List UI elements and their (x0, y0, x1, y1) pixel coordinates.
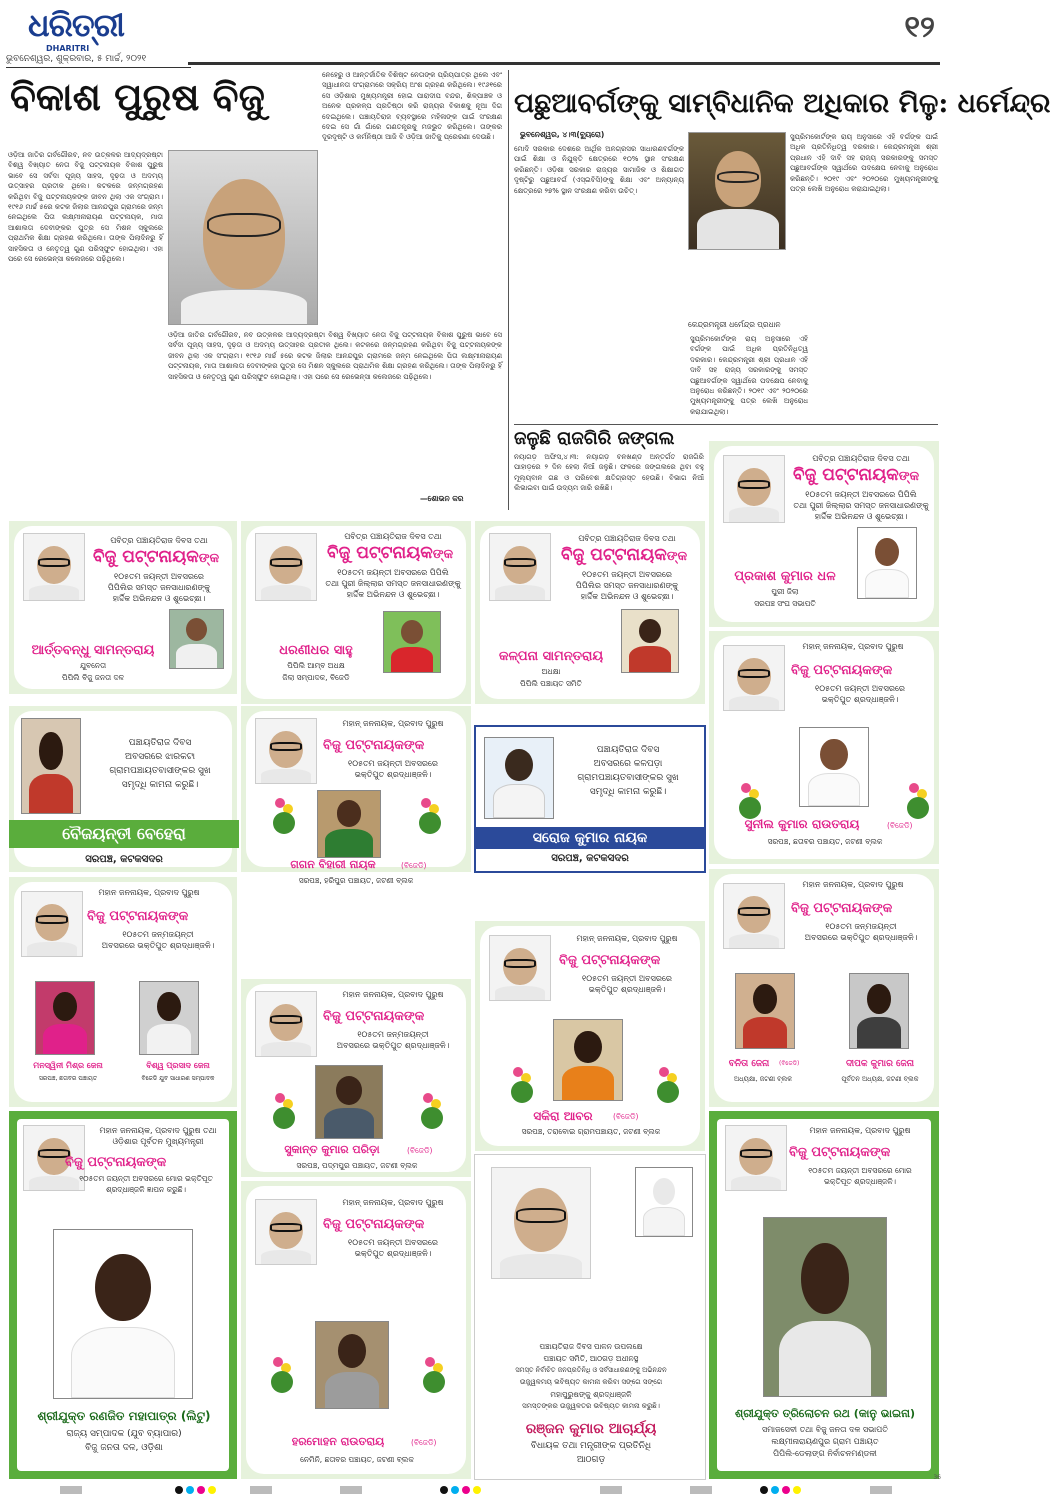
newspaper-logo-sub: DHARITRI (46, 44, 90, 53)
naveen-photo (635, 1167, 693, 1237)
person-photo (799, 727, 869, 807)
ad-sukanta: ମହାନ ଜନନାୟକ, ପ୍ରବାଦ ପୁରୁଷ ବିଜୁ ପଟ୍ଟନାୟକଙ୍କ ୧୦୫ତମ ଜନ୍ମଜୟନ୍ତୀ ଅବସରରେ ଭକ୍ତିପୁତ ଶ୍ରଦ୍ଧାଞ୍ଜଳି। ସୁକାନ୍ତ କୁମାର ପରିଡ଼ା (ବିଜେଡି) ସରପଞ୍ଚ, ପଦ୍ମପୁର ପଞ୍ଚାୟତ, ଜଟଣୀ ବ୍ଲକ (240, 978, 472, 1178)
headline-dharmendra: ପଛୁଆବର୍ଗଙ୍କୁ ସାମ୍ବିଧାନିକ ଅଧିକାର ମିଳୁ: ଧର୍ମେନ୍ଦ୍ର (514, 88, 1051, 119)
flower-bouquet-icon (269, 1355, 295, 1395)
ad-manaswini: ମହାନ ଜନନାୟକ, ପ୍ରବାଦ ପୁରୁଷ ବିଜୁ ପଟ୍ଟନାୟକଙ୍କ ୧୦୫ତମ ଜନ୍ମଜୟନ୍ତୀ ଅବସରରେ ଭକ୍ତିପୁତ ଶ୍ରଦ୍ଧାଞ୍ଜଳି। ମନସ୍ୱିନୀ ମିଶ୍ର ଜେନା ସରପଞ୍ଚ, ଛତାବର ପଞ୍ଚାୟତ ବିଶ୍ୱ ପ୍ରସାଦ ଜେନା ବିଜେଡି ଯୁବ ସାଧାରଣ ସମ୍ପାଦକ (8, 876, 238, 1108)
article2-col1: ମୋଦି ସରକାର ଦେଶରେ ଆର୍ଥିକ ଅନଗ୍ରସର ସାଧାରଣବର୍ଗଙ୍କ ପାଇଁ ଶିକ୍ଷା ଓ ନିଯୁକ୍ତି କ୍ଷେତ୍ରରେ ୧୦% ସ୍ଥାନ ସଂରକ୍ଷଣ କରିଛନ୍ତି। ଓଡ଼ିଶା ସରକାର ରାଜ୍ୟର ସାମାଜିକ ଓ ଶିକ୍ଷାଗତ ଦୃଷ୍ଟିରୁ ପଛୁଆବର୍ଗ (ଏସ୍ଇବିସି)ଙ୍କୁ ଶିକ୍ଷା ଏବଂ ଅନ୍ୟାନ୍ୟ କ୍ଷେତ୍ରରେ ୨୭% ସ୍ଥାନ ସଂରକ୍ଷଣ କରିବା ଉଚିତ୍। (514, 145, 684, 195)
article2-dateline: ଭୁବନେଶ୍ୱର, ୪।୩(ବ୍ୟୁରୋ) (520, 130, 605, 139)
flower-bouquet-icon (655, 1065, 681, 1105)
ad-sakira: ମହାନ୍ ଜନନାୟକ, ପ୍ରବାଦ ପୁରୁଷ ବିଜୁ ପଟ୍ଟନାୟକଙ୍କ ୧୦୫ତମ ଜୟନ୍ତୀ ଅବସରରେ ଭକ୍ତିପୁତ ଶ୍ରଦ୍ଧାଞ୍ଜଳି। ସକିରା ଆବର (ବିଜେଡି) ସରପଞ୍ଚ, ତରାବୋଇ ଗ୍ରାମପଞ୍ଚାୟତ, ଜଟଣୀ ବ୍ଲକ (474, 920, 706, 1152)
person-photo (849, 973, 909, 1049)
dharmendra-photo-caption: କେନ୍ଦ୍ରମନ୍ତ୍ରୀ ଧର୍ମେନ୍ଦ୍ର ପ୍ରଧାନ (688, 320, 781, 329)
flower-bouquet-icon (905, 781, 931, 821)
flower-bouquet-icon (419, 1091, 445, 1131)
biju-portrait (491, 1167, 591, 1279)
ad-artabandhu: ପବିତ୍ର ପଞ୍ଚାୟତିରାଜ ଦିବସ ତଥା ବିଜୁ ପଟ୍ଟନାୟକଙ୍କ ୧୦୫ତମ ଜୟନ୍ତୀ ଅବସରରେ ପିପିଲିର ସମସ୍ତ ଜନସାଧାରଣଙ୍କୁ ହାର୍ଦ୍ଦିକ ଅଭିନନ୍ଦନ ଓ ଶୁଭେଚ୍ଛା। ଆର୍ତ୍ତବନ୍ଧୁ ସାମନ୍ତରାୟ ଯୁବନେତା ପିପିଲି ବିଜୁ ଜନତା ଦଳ (8, 520, 238, 695)
article3-rule (514, 424, 938, 425)
biju-portrait (255, 1199, 317, 1265)
biju-portrait (723, 883, 785, 949)
article3-body: ନୟାଗଡ଼ ଅଫିସ,୪।୩: ନୟାଗଡ଼ ବନଖଣ୍ଡ ଅନ୍ତର୍ଗତ ରାଜଗିରି ପାହାଡ଼ରେ ୨ ଦିନ ହେଲା ନିଆଁ ଜଳୁଛି। ଫଳରେ ଜଙ୍ଗଲରେ ଥିବା ବହୁ ମୂଲ୍ୟବାନ ଗଛ ଓ ପରିବେଶ କ୍ଷତିଗ୍ରସ୍ତ ହେଉଛି। ବିଭାଗ ନିଆଁ ଲିଭାଇବା ପାଇଁ ଉଦ୍ୟମ ଜାରି ରଖିଛି। (514, 453, 704, 493)
biju-portrait (723, 645, 785, 711)
ad-ranjit: ମହାନ ଜନନାୟକ, ପ୍ରବାଦ ପୁରୁଷ ତଥା ଓଡ଼ିଶାର ପୂର୍ବତନ ମୁଖ୍ୟମନ୍ତ୍ରୀ ବିଜୁ ପଟ୍ଟନାୟକଙ୍କ ୧୦୫ତମ ଜୟନ୍ତୀ ଅବସରରେ ମୋର ଭକ୍ତିପୂତ ଶ୍ରଦ୍ଧାଞ୍ଜଳି ଜ୍ଞାପନ କରୁଛି। ଶ୍ରୀଯୁକ୍ତ ରଣଜିତ ମହାପାତ୍ର (ଲିଟୁ) ରାଜ୍ୟ ସମ୍ପାଦକ (ଯୁବ ବ୍ୟାପାର) ବିଜୁ ଜନତା ଦଳ, ଓଡ଼ିଶା (8, 1110, 238, 1480)
article1-byline: —ଶୋଭନ କର (420, 494, 464, 503)
person-photo (315, 1321, 389, 1409)
ad-ranjan: ପଞ୍ଚାୟତିରାଜ ଦିବସ ପାଳନ ଉପଲକ୍ଷେ ପଞ୍ଚାୟତ ସମିତି, ଆଠଗଡ଼ ଅଧୀନସ୍ଥ ସମସ୍ତ ନିର୍ବାଚିତ ଜନପ୍ରତିନିଧି ଓ ସର୍ବସାଧାରଣଙ୍କୁ ଅଭିନନ୍ଦନ ଉଜ୍ଜ୍ୱଳମୟ ଭବିଷ୍ୟତ କାମନା କରିବା ସଙ୍ଗେ ସଙ୍ଗେ ମହାପୁରୁଷଙ୍କୁ ଶ୍ରଦ୍ଧାଞ୍ଜଳି ସମସ୍ତଙ୍କର ଉଜ୍ଜ୍ୱଳତର ଭବିଷ୍ୟତ କାମନା କରୁଛି। ରଞ୍ଜନ କୁମାର ଆଚାର୍ଯ୍ୟ ବିଧାୟକ ତଥା ମନ୍ତ୍ରୀଙ୍କ ପ୍ରତିନିଧି ଆଠଗଡ଼ (474, 1154, 706, 1480)
ad-sunil: ମହାନ୍ ଜନନାୟକ, ପ୍ରବାଦ ପୁରୁଷ ବିଜୁ ପଟ୍ଟନାୟକଙ୍କ ୧୦୫ତମ ଜୟନ୍ତୀ ଅବସରରେ ଭକ୍ତିପୁତ ଶ୍ରଦ୍ଧାଞ୍ଜଳି। ସୁନୀଲ କୁମାର ରାଉତରାୟ (ବିଜେଡି) ସରପଞ୍ଚ, ଛତାବର ପଞ୍ଚାୟତ, ଜଟଣୀ ବ୍ଲକ (708, 630, 940, 865)
person-photo (553, 1019, 623, 1101)
masthead (6, 4, 939, 60)
flower-bouquet-icon (509, 1065, 535, 1105)
person-photo (735, 973, 795, 1049)
ad-baijayanti: ପଞ୍ଚାୟତିରାଜ ଦିବସ ଅବସରରେ ଝାରକଟା ଗ୍ରାମପଞ୍ଚାୟତବାସୀଙ୍କର ସୁଖ ସମୃଦ୍ଧି କାମନା କରୁଛି। ବୈଜୟନ୍ତୀ ବେହେରା ସରପଞ୍ଚ, କଟକସଦର (8, 705, 238, 873)
article1-col3: ଓଡ଼ିଆ ଜାତିର ଗର୍ବଗୌରବ, ନବ ଉତ୍କଳର ଆଦ୍ୟଦ୍ରଷ୍ଟା ବିଶ୍ୱ ବିଖ୍ୟାତ ନେତା ବିଜୁ ପଟ୍ଟନାୟକ ବିକାଶ ପୁରୁଷ ଭାବେ ସେ ସର୍ବଦା ପୂଜ୍ୟ ସାହସ, ଦୃଢ଼ତା ଓ ଅଦମ୍ୟ ଉତ୍ସାହର ପ୍ରତୀକ ଥିଲେ। କଟକରେ ଜନ୍ମଗ୍ରହଣ କରିଥିବା ବିଜୁ ପଟ୍ଟନାୟକଙ୍କ ଜୀବନ ଥିଲା ଏକ ସଂଗ୍ରାମ। ୧୯୧୬ ମାର୍ଚ୍ଚ ୫ରେ କଟକ ଜିଲାର ଆନନ୍ଦପୁର ଗ୍ରାମରେ ଜନ୍ମ ନେଇଥିଲେ ପିତା ଲକ୍ଷ୍ମୀନାରାୟଣ ପଟ୍ଟନାୟକ, ମାତା ଆଶାଲତା ଦେବୀଙ୍କର ପୁତ୍ର ସେ ମିଶନ ସ୍କୁଲରେ ପ୍ରାଥମିକ ଶିକ୍ଷା ଗ୍ରହଣ କରିଥିଲେ। ତାଙ୍କ ପିଲାଦିନରୁ ହିଁ ସାହସିକତା ଓ ନେତୃତ୍ୱ ଗୁଣ ପରିସ୍ଫୁଟ ହୋଇଥିଲା। ଏହା ପରେ ସେ ରେଭେନ୍ସା କଲେଜରେ ପଢ଼ିଥିଲେ। (168, 331, 502, 381)
top-rule (188, 62, 940, 65)
biju-portrait (255, 991, 317, 1057)
newspaper-logo: ଧରିତ୍ରୀ (28, 6, 124, 44)
ad-trilochan: ମହାନ ଜନନାୟକ, ପ୍ରବାଦ ପୁରୁଷ ବିଜୁ ପଟ୍ଟନାୟକଙ୍କ ୧୦୫ତମ ଜୟନ୍ତୀ ଅବସରରେ ମୋର ଭକ୍ତିପୂତ ଶ୍ରଦ୍ଧାଞ୍ଜଳି। ଶ୍ରୀଯୁକ୍ତ ତ୍ରିଲୋଚନ ରଥ (କାନୁ ଭାଇନା) ସମାଜସେବୀ ତଥା ବିଜୁ ଜନତା ଦଳ ସଭାପତି ଲକ୍ଷ୍ମୀନାରାୟଣପୁର ଗ୍ରାମ ପଞ୍ଚାୟତ ପିପିଲି-ଡେଲାଙ୍ଗ ନିର୍ବାଚନମଣ୍ଡଳୀ (708, 1110, 940, 1480)
biju-portrait (255, 718, 317, 784)
page-number: ୧୨ (904, 10, 935, 45)
article2-col2: ସୁପ୍ରିମକୋର୍ଟଙ୍କ ରାୟ ଅନୁସାରେ ଏହି ବର୍ଗଙ୍କ ପାଇଁ ଅଧିକ ପ୍ରତିନିଧିତ୍ୱ ଦରକାର। କେନ୍ଦ୍ରମନ୍ତ୍ରୀ ଶ୍ରୀ ପ୍ରଧାନ ଏହି ଦାବି ସହ ରାଜ୍ୟ ସରକାରଙ୍କୁ ସମସ୍ତ ପଛୁଆବର୍ଗଙ୍କ ସ୍ୱାର୍ଥରେ ପଦକ୍ଷେପ ନେବାକୁ ଅନୁରୋଧ କରିଛନ୍ତି। ୨୦୧୯ ଏବଂ ୨୦୨୦ରେ ମୁଖ୍ୟମନ୍ତ୍ରୀଙ୍କୁ ପତ୍ର ଲେଖି ଅନୁରୋଧ କରାଯାଇଥିଲା। (690, 335, 808, 416)
biju-portrait (23, 533, 85, 601)
flower-bouquet-icon (417, 796, 443, 836)
column-divider (508, 70, 509, 510)
ad-kalpana: ପବିତ୍ର ପଞ୍ଚାୟତିରାଜ ଦିବସ ତଥା ବିଜୁ ପଟ୍ଟନାୟକଙ୍କ ୧୦୫ତମ ଜୟନ୍ତୀ ଅବସରରେ ପିପିଲିର ସମସ୍ତ ଜନସାଧାରଣଙ୍କୁ ହାର୍ଦ୍ଦିକ ଅଭିନନ୍ଦନ ଓ ଶୁଭେଚ୍ଛା। କଳ୍ପନା ସାମନ୍ତରାୟ ଅଧକ୍ଷା ପିପିଲି ପଞ୍ଚାୟତ ସମିତି (474, 520, 706, 705)
headline-bikash-purusha: ବିକାଶ ପୁରୁଷ ବିଜୁ (10, 74, 265, 119)
person-photo (621, 609, 679, 673)
article1-col2: ନେହେରୁ ଓ ଆନ୍ତର୍ଜାତିକ ବିଶିଷ୍ଟ ନେତାଙ୍କ ପ୍ରିୟପାତ୍ର ଥିଲେ ଏବଂ ସ୍ୱାଧୀନତା ସଂଗ୍ରାମରେ ସକ୍ରିୟ ଅଂଶ ଗ୍ରହଣ କରିଥିଲେ। ୧୯୬୧ରେ ସେ ଓଡ଼ିଶାର ମୁଖ୍ୟମନ୍ତ୍ରୀ ହୋଇ ପାରାଦୀପ ବନ୍ଦର, ଶିଳ୍ପାଞ୍ଚଳ ଓ ଅନେକ ପ୍ରକଳ୍ପ ପ୍ରତିଷ୍ଠା କରି ରାଜ୍ୟର ବିକାଶକୁ ନୂଆ ଦିଗ ଦେଇଥିଲେ। ପଞ୍ଚାୟତିରାଜ ବ୍ୟବସ୍ଥାରେ ମହିଳାଙ୍କ ପାଇଁ ସଂରକ୍ଷଣ ଦେଇ ସେ ଗାଁ ଗାଁରେ ଗଣତନ୍ତ୍ରକୁ ମଜଭୁତ କରିଥିଲେ। ତାଙ୍କର ଦୂରଦୃଷ୍ଟି ଓ କର୍ମନିଷ୍ଠା ଆଜି ବି ଓଡ଼ିଆ ଜାତିକୁ ପ୍ରେରଣା ଦେଉଛି। (322, 71, 502, 142)
person-photo (317, 790, 381, 858)
article2-col3: ସୁପ୍ରିମକୋର୍ଟଙ୍କ ରାୟ ଅନୁସାରେ ଏହି ବର୍ଗଙ୍କ ପାଇଁ ଅଧିକ ପ୍ରତିନିଧିତ୍ୱ ଦରକାର। କେନ୍ଦ୍ରମନ୍ତ୍ରୀ ଶ୍ରୀ ପ୍ରଧାନ ଏହି ଦାବି ସହ ରାଜ୍ୟ ସରକାରଙ୍କୁ ସମସ୍ତ ପଛୁଆବର୍ଗଙ୍କ ସ୍ୱାର୍ଥରେ ପଦକ୍ଷେପ ନେବାକୁ ଅନୁରୋଧ କରିଛନ୍ତି। ୨୦୧୯ ଏବଂ ୨୦୨୦ରେ ମୁଖ୍ୟମନ୍ତ୍ରୀଙ୍କୁ ପତ୍ର ଲେଖି ଅନୁରୋଧ କରାଯାଇଥିଲା। (790, 133, 938, 194)
gagan-title: ସରପଞ୍ଚ, ହରିପୁର ପଞ୍ଚାୟତ, ଜଟଣୀ ବ୍ଲକ (298, 876, 414, 885)
person-photo (21, 718, 81, 814)
dateline: ଭୁବନେଶ୍ୱର, ଶୁକ୍ରବାର, ୫ ମାର୍ଚ୍ଚ, ୨୦୨୧ (6, 54, 191, 68)
ad-dharanidhar: ପବିତ୍ର ପଞ୍ଚାୟତିରାଜ ଦିବସ ତଥା ବିଜୁ ପଟ୍ଟନାୟକଙ୍କ ୧୦୫ତମ ଜୟନ୍ତୀ ଅବସରରେ ପିପିଲି ତଥା ପୁରୀ ଜିଲ୍ଲାର ସମସ୍ତ ଜନସାଧାରଣଙ୍କୁ ହାର୍ଦ୍ଦିକ ଅଭିନନ୍ଦନ ଓ ଶୁଭେଚ୍ଛା। ଧରଣୀଧର ସାହୁ ପିପିଲି ଆମ୍ବ ଅଧକ୍ଷ ଜିଲା ସମ୍ପାଦକ, ବିଜେଡି (240, 520, 472, 705)
ad-prakash: ପବିତ୍ର ପଞ୍ଚାୟତିରାଜ ଦିବସ ତଥା ବିଜୁ ପଟ୍ଟନାୟକଙ୍କ ୧୦୫ତମ ଜୟନ୍ତୀ ଅବସରରେ ପିପିଲି ତଥା ପୁରୀ ଜିଲ୍ଲାର ସମସ୍ତ ଜନସାଧାରଣଙ୍କୁ ହାର୍ଦ୍ଦିକ ଅଭିନନ୍ଦନ ଓ ଶୁଭେଚ୍ଛା। ପ୍ରକାଶ କୁମାର ଧଳ ପୁରୀ ଜିଲା ସରପଞ୍ଚ ସଂଘ ସଭାପତି (708, 440, 940, 628)
ad-saroj: ପଞ୍ଚାୟତିରାଜ ଦିବସ ଅବସରରେ କଳପଡ଼ା ଗ୍ରାମପଞ୍ଚାୟତବାସୀଙ୍କର ସୁଖ ସମୃଦ୍ଧି କାମନା କରୁଛି। ସରୋଜ କୁମାର ନାୟକ ସରପଞ୍ଚ, କଟକସଦର (474, 725, 706, 873)
flower-bouquet-icon (271, 1091, 297, 1131)
biju-portrait (255, 533, 317, 601)
flower-bouquet-icon (271, 796, 297, 836)
ad-banita: ମହାନ ଜନନାୟକ, ପ୍ରବାଦ ପୁରୁଷ ବିଜୁ ପଟ୍ଟନାୟକଙ୍କ ୧୦୫ତମ ଜନ୍ମଜୟନ୍ତୀ ଅବସରରେ ଭକ୍ତିପୁତ ଶ୍ରଦ୍ଧାଞ୍ଜଳି। ବନିତା ଜେନା (ବିଜେଡି) ଅଧ୍ୟକ୍ଷା, ଜଟଣୀ ବ୍ଲକ ଦୀପକ କୁମାର ଜେନା ପୂର୍ବତନ ଅଧ୍ୟକ୍ଷ, ଜଟଣୀ ବ୍ଲକ (708, 868, 940, 1108)
page-code: 36 (933, 1474, 941, 1481)
person-photo (383, 611, 441, 673)
dharmendra-photo (688, 132, 786, 250)
flower-bouquet-icon (421, 1355, 447, 1395)
biju-portrait (489, 935, 551, 1001)
person-photo (139, 981, 199, 1055)
biju-photo (168, 150, 318, 325)
person-photo (857, 527, 917, 599)
biju-portrait (21, 891, 83, 957)
biju-portrait (489, 533, 551, 601)
article1-col1: ଓଡ଼ିଆ ଜାତିର ଗର୍ବଗୌରବ, ନବ ଉତ୍କଳର ଆଦ୍ୟଦ୍ରଷ୍ଟା ବିଶ୍ୱ ବିଖ୍ୟାତ ନେତା ବିଜୁ ପଟ୍ଟନାୟକ ବିକାଶ ପୁରୁଷ ଭାବେ ସେ ସର୍ବଦା ପୂଜ୍ୟ ସାହସ, ଦୃଢ଼ତା ଓ ଅଦମ୍ୟ ଉତ୍ସାହର ପ୍ରତୀକ ଥିଲେ। କଟକରେ ଜନ୍ମଗ୍ରହଣ କରିଥିବା ବିଜୁ ପଟ୍ଟନାୟକଙ୍କ ଜୀବନ ଥିଲା ଏକ ସଂଗ୍ରାମ। ୧୯୧୬ ମାର୍ଚ୍ଚ ୫ରେ କଟକ ଜିଲାର ଆନନ୍ଦପୁର ଗ୍ରାମରେ ଜନ୍ମ ନେଇଥିଲେ ପିତା ଲକ୍ଷ୍ମୀନାରାୟଣ ପଟ୍ଟନାୟକ, ମାତା ଆଶାଲତା ଦେବୀଙ୍କର ପୁତ୍ର ସେ ମିଶନ ସ୍କୁଲରେ ପ୍ରାଥମିକ ଶିକ୍ଷା ଗ୍ରହଣ କରିଥିଲେ। ତାଙ୍କ ପିଲାଦିନରୁ ହିଁ ସାହସିକତା ଓ ନେତୃତ୍ୱ ଗୁଣ ପରିସ୍ଫୁଟ ହୋଇଥିଲା। ଏହା ପରେ ସେ ରେଭେନ୍ସା କଲେଜରେ ପଢ଼ିଥିଲେ। (8, 151, 163, 264)
flower-bouquet-icon (737, 781, 763, 821)
person-photo (484, 737, 554, 819)
headline-rajgiri: ଜଳୁଛି ରାଜଗିରି ଜଙ୍ଗଲ (514, 428, 675, 449)
person-photo (53, 1229, 193, 1399)
person-photo (35, 981, 95, 1055)
biju-portrait (725, 1125, 787, 1191)
biju-portrait (723, 455, 785, 523)
print-registration-bar (0, 1474, 945, 1498)
person-photo (315, 1065, 383, 1139)
ad-haramohan: ମହାନ୍ ଜନନାୟକ, ପ୍ରବାଦ ପୁରୁଷ ବିଜୁ ପଟ୍ଟନାୟକଙ୍କ ୧୦୫ତମ ଜୟନ୍ତୀ ଅବସରରେ ଭକ୍ତିପୁତ ଶ୍ରଦ୍ଧାଞ୍ଜଳି। ହରମୋହନ ରାଉତରାୟ (ବିଜେଡି) ନେମିନି, ଛତାବର ପଞ୍ଚାୟତ, ଜଟଣୀ ବ୍ଲକ (240, 1180, 472, 1480)
person-photo (169, 609, 224, 669)
ad-gagan: ମହାନ୍ ଜନନାୟକ, ପ୍ରବାଦ ପୁରୁଷ ବିଜୁ ପଟ୍ଟନାୟକଙ୍କ ୧୦୫ତମ ଜୟନ୍ତୀ ଅବସରରେ ଭକ୍ତିପୁତ ଶ୍ରଦ୍ଧାଞ୍ଜଳି। ଗଗନ ବିହାରୀ ନାୟକ (ବିଜେଡି) (240, 705, 472, 873)
person-photo (763, 1217, 887, 1397)
